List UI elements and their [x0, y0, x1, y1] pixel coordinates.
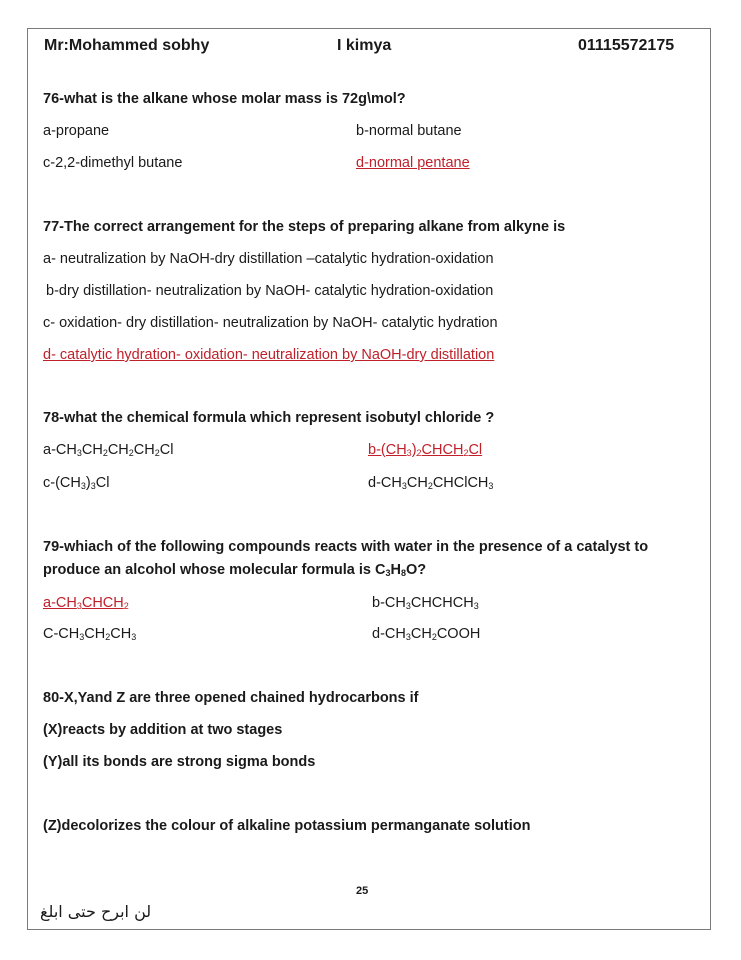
subject-title: I kimya: [337, 37, 392, 54]
option-b: b-normal butane: [356, 123, 462, 139]
statement-y: (Y)all its bonds are strong sigma bonds: [43, 754, 316, 770]
option-c: $C-CH_3CH_2CH_3$: [43, 626, 137, 642]
statement-x: (X)reacts by addition at two stages: [43, 722, 283, 738]
option-b-correct-answer: $b-(CH_3)_2CHCH_2Cl$: [368, 442, 483, 458]
option-d-correct-answer: d-normal pentane: [356, 155, 470, 171]
option-d: $d-CH_3CH_2COOH$: [372, 626, 481, 642]
option-b: $b-CH_3CHCHCH_3$: [372, 595, 479, 611]
question-text-line-2: produce an alcohol whose molecular formula is $C_3H_8O$?: [43, 562, 427, 578]
question-text: 77-The correct arrangement for the steps of preparing alkane from alkyne is: [43, 219, 566, 235]
question-text: 80-X,Yand Z are three opened chained hydrocarbons if: [43, 690, 419, 706]
option-b: b-dry distillation- neutralization by NaOH- catalytic hydration-oxidation: [46, 283, 494, 299]
option-a-correct-answer: $a-CH_3CHCH_2$: [43, 595, 129, 611]
option-c: $c-(CH_3)_3Cl$: [43, 475, 110, 491]
option-d-correct-answer: d- catalytic hydration- oxidation- neutralization by NaOH-dry distillation: [43, 347, 495, 363]
page-number: 25: [356, 885, 369, 897]
question-text: 76-what is the alkane whose molar mass is 72g\mol?: [43, 91, 406, 107]
teacher-name: Mr:Mohammed sobhy: [44, 37, 210, 54]
question-text: 78-what the chemical formula which represent isobutyl chloride ?: [43, 410, 495, 426]
option-c: c-2,2-dimethyl butane: [43, 155, 183, 171]
arabic-motto: لن ابرح حتى ابلغ: [40, 902, 152, 921]
statement-z: (Z)decolorizes the colour of alkaline potassium permanganate solution: [43, 818, 531, 834]
option-a: a-propane: [43, 123, 110, 139]
option-a: a- neutralization by NaOH-dry distillation –catalytic hydration-oxidation: [43, 251, 494, 267]
option-d: $d-CH_3CH_2CHClCH_3$: [368, 475, 494, 491]
option-c: c- oxidation- dry distillation- neutralization by NaOH- catalytic hydration: [43, 315, 498, 331]
option-a: $a-CH_3CH_2CH_2CH_2Cl$: [43, 442, 174, 458]
question-text-line-1: 79-whiach of the following compounds reacts with water in the presence of a catalyst to: [43, 539, 649, 555]
phone-number: 01115572175: [578, 37, 675, 54]
